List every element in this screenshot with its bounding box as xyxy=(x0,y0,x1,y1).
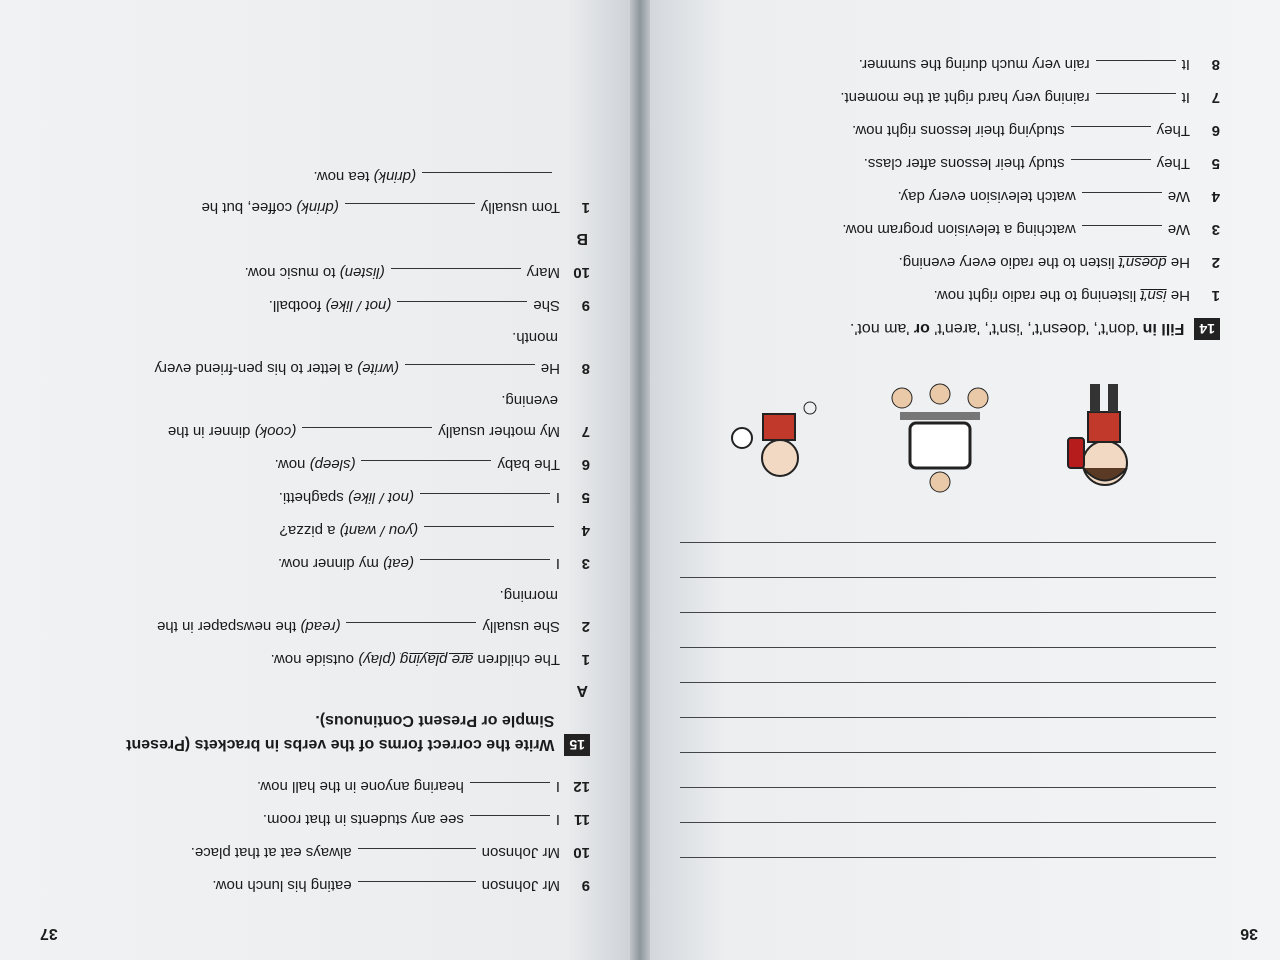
exercise-14-heading xyxy=(676,316,1220,340)
exercise-14-continued-list xyxy=(40,770,590,902)
item-number: 9 xyxy=(581,297,590,314)
verb-hint: (drink) xyxy=(296,199,339,216)
verb-hint: (write) xyxy=(357,360,399,377)
exercise-14-title xyxy=(850,316,1184,340)
item-subject: They xyxy=(1156,155,1190,172)
verb-hint: (cook) xyxy=(254,423,297,440)
item-number: 9 xyxy=(581,877,590,894)
item-text: the newspaper in the xyxy=(156,618,297,635)
item-text: rain very much during the summer. xyxy=(858,56,1090,73)
list-item xyxy=(40,836,590,869)
list-item xyxy=(40,289,590,322)
writing-line[interactable] xyxy=(680,822,1216,857)
writing-line[interactable] xyxy=(680,612,1216,647)
item-text: listening to the radio right now. xyxy=(933,287,1137,304)
exercise-number-badge: 14 xyxy=(1194,318,1220,340)
list-item xyxy=(40,352,590,385)
item-continuation xyxy=(40,161,590,191)
item-text: listen to the radio every evening. xyxy=(898,254,1115,271)
item-text: watching a television program now. xyxy=(842,221,1076,238)
writing-line[interactable] xyxy=(680,787,1216,822)
item-number: 2 xyxy=(1211,254,1220,271)
answer-blank[interactable] xyxy=(424,526,554,543)
boy-drinking-illustration xyxy=(1040,378,1160,498)
list-item xyxy=(676,81,1220,114)
answer-blank[interactable] xyxy=(361,460,491,477)
list-item xyxy=(40,770,590,803)
answer-blank[interactable] xyxy=(358,848,476,865)
item-text: I xyxy=(555,555,560,572)
answer-blank[interactable] xyxy=(420,559,550,576)
exercise-15-b-list xyxy=(40,161,590,224)
item-subject: They xyxy=(1156,122,1190,139)
illustration-strip xyxy=(676,358,1220,508)
item-text: a pizza? xyxy=(279,522,336,539)
writing-lines xyxy=(676,542,1220,892)
item-continuation: evening. xyxy=(501,392,558,409)
answer-blank[interactable] xyxy=(1096,60,1176,77)
item-text: hearing anyone in the hall now. xyxy=(257,778,464,795)
item-number: 5 xyxy=(1211,155,1220,172)
item-text: to music now. xyxy=(244,264,336,281)
item-text: eating his lunch now. xyxy=(212,877,352,894)
item-text: Tom usually xyxy=(480,199,560,216)
page-number: 36 xyxy=(1240,925,1258,942)
answer-blank[interactable] xyxy=(1071,159,1151,176)
section-b-label: B xyxy=(576,230,588,247)
answer-blank[interactable] xyxy=(302,427,432,444)
item-subject: I xyxy=(555,778,560,795)
answer-blank[interactable] xyxy=(470,782,550,799)
list-item xyxy=(676,246,1220,279)
answer-blank[interactable] xyxy=(1096,93,1176,110)
writing-line[interactable] xyxy=(680,857,1216,892)
item-text: always eat at that place. xyxy=(190,844,352,861)
list-item xyxy=(40,514,590,547)
item-number: 3 xyxy=(1211,221,1220,238)
list-item xyxy=(676,279,1220,312)
verb-hint: (sleep) xyxy=(309,456,356,473)
item-text: studying their lessons right now. xyxy=(852,122,1065,139)
verb-hint: (not / like) xyxy=(325,297,392,314)
item-text: a letter to his pen-friend every xyxy=(154,360,353,377)
left-page xyxy=(650,0,1280,960)
title-last: 'am not'. xyxy=(849,320,914,337)
item-text: football. xyxy=(268,297,322,314)
section-a-label: A xyxy=(576,682,588,699)
item-text: dinner in the xyxy=(167,423,251,440)
item-text: The children xyxy=(477,651,560,668)
example-answer: are playing xyxy=(399,651,474,668)
item-continuation: morning. xyxy=(499,587,558,604)
list-item xyxy=(676,48,1220,81)
item-text: outside now. xyxy=(270,651,355,668)
list-item xyxy=(40,803,590,836)
answer-blank[interactable] xyxy=(345,203,475,220)
writing-line[interactable] xyxy=(680,647,1216,682)
item-text: She xyxy=(533,297,560,314)
item-text: I xyxy=(555,489,560,506)
item-text: my dinner now. xyxy=(277,555,379,572)
exercise-14-list xyxy=(676,48,1220,312)
item-subject: He xyxy=(1170,287,1190,304)
item-text: watch television every day. xyxy=(897,188,1076,205)
verb-hint: (play) xyxy=(358,651,396,668)
list-item xyxy=(676,213,1220,246)
item-number: 1 xyxy=(581,651,590,668)
writing-line[interactable] xyxy=(680,577,1216,612)
answer-blank[interactable] xyxy=(470,815,550,832)
item-number: 4 xyxy=(1211,188,1220,205)
list-item xyxy=(40,448,590,481)
kids-playing-illustration xyxy=(710,378,830,498)
title-or: or xyxy=(913,320,930,337)
list-item xyxy=(40,191,590,224)
item-text: coffee, but he xyxy=(201,199,293,216)
exercise-number-badge: 15 xyxy=(564,734,590,756)
item-subject: It xyxy=(1181,89,1190,106)
exercise-15-a-list xyxy=(40,256,590,676)
verb-hint: (drink) xyxy=(373,168,416,185)
item-text: tea now. xyxy=(313,168,370,185)
item-number: 7 xyxy=(581,423,590,440)
item-number: 6 xyxy=(581,456,590,473)
writing-line[interactable] xyxy=(680,542,1216,577)
item-number: 6 xyxy=(1211,122,1220,139)
answer-blank[interactable] xyxy=(1082,192,1162,209)
list-item xyxy=(676,180,1220,213)
answer-blank[interactable] xyxy=(391,268,521,285)
list-item xyxy=(40,481,590,514)
writing-line[interactable] xyxy=(680,752,1216,787)
family-tv-illustration xyxy=(880,378,1000,498)
book-gutter xyxy=(630,0,650,960)
writing-line[interactable] xyxy=(680,717,1216,752)
answer-blank[interactable] xyxy=(422,172,552,189)
answer-blank[interactable] xyxy=(405,364,535,381)
example-answer: isn't xyxy=(1140,287,1167,304)
item-number: 1 xyxy=(581,199,590,216)
item-number: 11 xyxy=(574,811,590,828)
list-item xyxy=(676,114,1220,147)
item-text: raining very hard right at the moment. xyxy=(840,89,1090,106)
list-item xyxy=(40,256,590,289)
item-number: 12 xyxy=(573,778,590,795)
item-text: The baby xyxy=(497,456,560,473)
verb-hint: (read) xyxy=(300,618,341,635)
item-number: 10 xyxy=(573,264,590,281)
right-page xyxy=(0,0,630,960)
item-text: spaghetti. xyxy=(278,489,344,506)
page-number: 37 xyxy=(40,925,58,942)
item-number: 2 xyxy=(581,618,590,635)
item-continuation: month. xyxy=(512,329,558,346)
title-options: 'don't', 'doesn't', 'isn't', 'aren't' xyxy=(929,320,1143,337)
list-item xyxy=(40,415,590,448)
item-subject: Mr Johnson xyxy=(481,877,560,894)
item-text: study their lessons after class. xyxy=(863,155,1065,172)
answer-blank[interactable] xyxy=(358,881,476,898)
item-number: 8 xyxy=(581,360,590,377)
item-subject: Mr Johnson xyxy=(481,844,560,861)
item-subject: He xyxy=(1170,254,1190,271)
title-prefix: Fill in xyxy=(1142,320,1185,337)
item-number: 8 xyxy=(1211,56,1220,73)
answer-blank[interactable] xyxy=(1082,225,1162,242)
verb-hint: (eat) xyxy=(382,555,414,572)
list-item xyxy=(676,147,1220,180)
item-text: He xyxy=(540,360,560,377)
list-item xyxy=(40,547,590,580)
list-item xyxy=(40,610,590,643)
list-item xyxy=(40,869,590,902)
item-subject: It xyxy=(1181,56,1190,73)
item-text: see any students in that room. xyxy=(262,811,464,828)
list-item xyxy=(40,643,590,676)
writing-line[interactable] xyxy=(680,682,1216,717)
answer-blank[interactable] xyxy=(397,301,527,318)
item-number: 10 xyxy=(573,844,590,861)
item-number: 3 xyxy=(581,555,590,572)
item-text: She usually xyxy=(482,618,560,635)
example-answer: doesn't xyxy=(1118,254,1167,271)
exercise-15-title: Write the correct forms of the verbs in brackets (Present Simple or Present Continuous). xyxy=(126,712,555,753)
verb-hint: (you / want) xyxy=(339,522,418,539)
item-number: 1 xyxy=(1211,287,1220,304)
answer-blank[interactable] xyxy=(420,493,550,510)
item-text: now. xyxy=(274,456,306,473)
item-text: Mary xyxy=(526,264,560,281)
item-number: 5 xyxy=(581,489,590,506)
item-number: 7 xyxy=(1211,89,1220,106)
verb-hint: (listen) xyxy=(339,264,385,281)
item-number: 4 xyxy=(581,522,590,539)
verb-hint: (not / like) xyxy=(347,489,414,506)
answer-blank[interactable] xyxy=(1071,126,1151,143)
answer-blank[interactable] xyxy=(346,622,476,639)
exercise-15-heading xyxy=(40,708,590,756)
item-subject: I xyxy=(555,811,560,828)
item-subject: We xyxy=(1167,221,1190,238)
item-text: My mother usually xyxy=(438,423,560,440)
item-subject: We xyxy=(1167,188,1190,205)
